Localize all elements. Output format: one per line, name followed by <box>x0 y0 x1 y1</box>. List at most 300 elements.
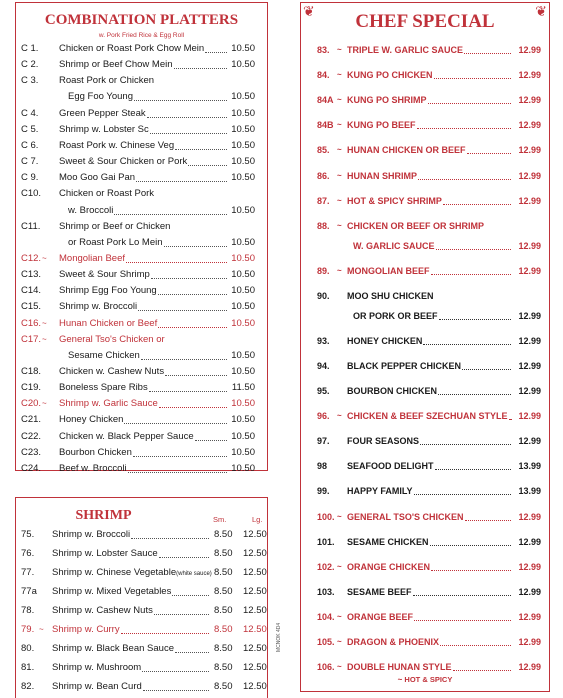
item-name: BLACK PEPPER CHICKEN <box>347 360 462 371</box>
chili-pepper-icon: ~ <box>42 253 47 263</box>
combination-subtitle: w. Pork Fried Rice & Egg Roll <box>98 32 185 39</box>
item-name: ORANGE BEEF <box>347 611 414 622</box>
small-price: 8.50 <box>214 529 233 540</box>
dot-leader <box>414 494 511 495</box>
dot-leader <box>195 440 227 441</box>
dot-leader <box>147 117 227 118</box>
item-name <box>59 57 173 73</box>
menu-row <box>16 251 267 267</box>
item-name-text: Green Pepper Steak <box>59 107 146 119</box>
item-name <box>59 445 132 461</box>
dot-leader <box>158 294 227 295</box>
small-price: 8.50 <box>214 624 233 635</box>
item-name-text: Shrimp w. Broccoli <box>52 529 131 540</box>
item-number: 77a <box>21 586 37 597</box>
dot-leader <box>439 319 511 320</box>
dot-leader <box>423 344 511 345</box>
item-name <box>52 620 120 639</box>
menu-row <box>16 57 267 73</box>
item-number: C22. <box>21 430 42 442</box>
item-number: 88. <box>317 220 330 231</box>
dot-leader <box>175 149 227 150</box>
item-price: 12.99 <box>518 637 541 647</box>
menu-row <box>16 525 267 544</box>
item-number: C11. <box>21 220 41 232</box>
menu-row <box>16 380 267 396</box>
chili-pepper-icon: ~ <box>337 561 342 571</box>
item-name-text: Shrimp w. Lobster Sc <box>59 123 149 135</box>
item-number: 93. <box>317 335 330 346</box>
dot-leader <box>462 369 511 370</box>
dot-leader <box>124 423 227 424</box>
item-number: 84. <box>317 70 330 81</box>
menu-row <box>16 267 267 283</box>
item-name: HUNAN SHRIMP <box>347 170 418 181</box>
menu-row <box>16 203 267 219</box>
menu-row <box>301 533 549 551</box>
item-name-text: Sweet & Sour Shrimp <box>59 269 150 281</box>
chili-pepper-icon: ~ <box>337 120 342 130</box>
item-price: 10.50 <box>231 156 255 168</box>
dot-leader <box>121 633 209 634</box>
menu-row <box>16 677 267 696</box>
item-number: C 6. <box>21 139 39 151</box>
item-price: 11.50 <box>231 382 255 394</box>
shrimp-panel <box>15 497 268 698</box>
menu-row <box>301 457 549 475</box>
item-name: HAPPY FAMILY <box>347 486 413 497</box>
item-price: 10.50 <box>231 172 255 184</box>
item-price: 12.99 <box>518 335 541 346</box>
item-name-text: Roast Pork w. Chinese Veg <box>59 139 175 151</box>
item-name: OR PORK OR BEEF <box>353 310 438 321</box>
item-name <box>52 563 212 584</box>
chili-pepper-icon: ~ <box>337 265 342 275</box>
dot-leader <box>188 165 227 166</box>
small-price: 8.50 <box>214 662 233 673</box>
item-price: 10.50 <box>231 398 255 410</box>
item-name <box>52 544 158 563</box>
item-name-text: Shrimp or Beef Chow Mein <box>59 59 173 71</box>
item-name <box>68 348 140 364</box>
item-name-text: Hunan Chicken or Beef <box>59 317 158 329</box>
dot-leader <box>465 520 512 521</box>
menu-row <box>301 482 549 500</box>
item-number: 94. <box>317 360 330 371</box>
item-name <box>59 412 123 428</box>
item-price: 10.50 <box>231 139 255 151</box>
item-name: SESAME BEEF <box>347 586 412 597</box>
dot-leader <box>158 327 227 328</box>
item-price: 10.50 <box>231 349 255 361</box>
item-number: C10. <box>21 188 42 200</box>
item-name: SEAFOOD DELIGHT <box>347 461 434 472</box>
menu-row <box>301 116 549 134</box>
item-price: 10.50 <box>231 301 255 313</box>
dot-leader <box>154 614 209 615</box>
item-name <box>59 332 165 348</box>
item-number: C13. <box>21 269 42 281</box>
chili-pepper-icon: ~ <box>397 675 403 684</box>
dot-leader <box>428 103 511 104</box>
item-name-text: Shrimp or Beef or Chicken <box>59 220 171 232</box>
menu-row <box>16 348 267 364</box>
menu-row <box>16 299 267 315</box>
menu-row <box>16 186 267 202</box>
item-name: HOT & SPICY SHRIMP <box>347 195 442 206</box>
shrimp-title: SHRIMP <box>75 508 132 523</box>
item-number: 105. <box>317 637 335 647</box>
item-number: 78. <box>21 605 35 616</box>
item-price: 12.99 <box>518 586 541 597</box>
corner-ornament-icon: ❦ <box>303 3 315 19</box>
chili-pepper-icon: ~ <box>42 318 47 328</box>
menu-row <box>16 461 267 477</box>
menu-row <box>301 167 549 185</box>
item-number: C14. <box>21 285 42 297</box>
item-name <box>59 186 154 202</box>
item-name-suffix: or <box>153 333 165 345</box>
menu-row <box>301 91 549 109</box>
dot-leader <box>509 419 511 420</box>
item-name-text: Shrimp w. Cashew Nuts <box>52 605 153 616</box>
item-number: C16. <box>21 317 42 329</box>
item-number: C 7. <box>21 156 39 168</box>
item-price: 12.99 <box>518 240 541 251</box>
item-name <box>52 639 174 658</box>
item-price: 10.50 <box>231 123 255 135</box>
large-price: 12.50 <box>243 662 267 673</box>
menu-row <box>16 235 267 251</box>
item-name-text: Egg Foo Young <box>68 91 133 103</box>
item-name-text: Honey Chicken <box>59 414 124 426</box>
item-price: 10.50 <box>231 414 255 426</box>
item-name-text: or Roast Pork Lo Mein <box>68 236 163 248</box>
small-price: 8.50 <box>214 605 233 616</box>
item-name <box>68 89 133 105</box>
item-name-text: Sesame Chicken <box>68 349 140 361</box>
menu-row <box>301 41 549 59</box>
item-price: 12.99 <box>518 386 541 396</box>
item-name-text: Shrimp w. Curry <box>52 624 120 635</box>
large-price: 12.50 <box>243 643 267 654</box>
item-price: 12.99 <box>518 70 541 81</box>
item-name-text: Shrimp w. Lobster Sauce <box>52 548 158 559</box>
item-price: 12.99 <box>518 95 541 106</box>
item-number: 102. <box>317 561 335 572</box>
dot-leader <box>150 133 227 134</box>
item-name <box>59 299 137 315</box>
menu-row <box>301 307 549 325</box>
chef-special-panel <box>300 2 550 692</box>
item-price: 12.99 <box>518 611 541 622</box>
large-price: 12.50 <box>243 529 267 540</box>
item-name <box>59 106 146 122</box>
item-name: CHICKEN OR BEEF OR SHRIMP <box>347 220 485 231</box>
item-price: 12.99 <box>518 561 541 572</box>
item-price: 12.99 <box>518 511 541 522</box>
item-name: HUNAN CHICKEN OR BEEF <box>347 145 466 156</box>
dot-leader <box>172 595 209 596</box>
menu-row <box>301 633 549 651</box>
item-name <box>59 154 187 170</box>
item-name <box>59 219 170 235</box>
item-name-text: Shrimp w. Black Bean Sauce <box>52 643 174 654</box>
item-name <box>68 203 113 219</box>
item-number: 87. <box>317 195 330 206</box>
item-name-text: Chicken w. Cashew Nuts <box>59 366 165 377</box>
large-price: 12.50 <box>243 605 267 616</box>
item-number: 85. <box>317 145 330 156</box>
item-price: 12.99 <box>518 536 541 547</box>
item-name <box>52 601 153 620</box>
item-number: C 3. <box>21 75 39 87</box>
menu-row <box>301 287 549 305</box>
item-price: 10.50 <box>231 204 255 216</box>
dot-leader <box>430 545 511 546</box>
item-number: C21. <box>21 414 42 426</box>
large-price: 12.50 <box>243 586 267 597</box>
item-price: 12.99 <box>518 360 541 371</box>
item-name: TRIPLE W. GARLIC SAUCE <box>347 45 464 55</box>
combination-title: COMBINATION PLATTERS <box>44 12 239 28</box>
dot-leader <box>443 204 511 205</box>
menu-row <box>301 407 549 425</box>
dot-leader <box>467 153 511 154</box>
dot-leader <box>126 262 227 263</box>
item-name <box>59 429 194 445</box>
item-price: 12.99 <box>518 662 541 673</box>
menu-row <box>16 73 267 89</box>
item-price: 10.50 <box>231 107 255 119</box>
item-name: DRAGON & PHOENIX <box>347 637 440 647</box>
menu-row <box>301 217 549 235</box>
item-name-text: w. Broccoli <box>68 204 114 216</box>
item-note: (white sauce) <box>176 571 212 577</box>
print-code: MCNOK 4D4 <box>276 622 282 652</box>
chili-pepper-icon: ~ <box>42 399 47 409</box>
menu-row <box>16 283 267 299</box>
small-price: 8.50 <box>214 586 233 597</box>
dot-leader <box>138 310 227 311</box>
item-number: 104. <box>317 611 335 622</box>
menu-row <box>301 508 549 526</box>
dot-leader <box>133 456 227 457</box>
item-price: 12.99 <box>518 145 541 156</box>
dot-leader <box>174 68 227 69</box>
item-name <box>52 677 142 696</box>
chili-pepper-icon: ~ <box>337 662 342 672</box>
dot-leader <box>436 249 511 250</box>
large-price: 12.50 <box>243 624 267 635</box>
item-name: ORANGE CHICKEN <box>347 561 431 572</box>
dot-leader <box>440 645 511 646</box>
menu-row <box>16 412 267 428</box>
dot-leader <box>205 52 227 53</box>
large-price: 12.50 <box>243 567 267 578</box>
dot-leader <box>418 179 511 180</box>
small-price: 8.50 <box>214 643 233 654</box>
item-number: 99. <box>317 486 330 497</box>
item-name: KUNG PO CHICKEN <box>347 70 433 81</box>
dot-leader <box>136 181 227 182</box>
item-number: C17. <box>21 333 42 345</box>
item-name <box>59 267 150 283</box>
item-name <box>52 658 141 677</box>
dot-leader <box>151 278 227 279</box>
item-price: 12.99 <box>518 310 541 321</box>
chili-pepper-icon: ~ <box>337 611 342 621</box>
menu-row <box>16 563 267 582</box>
item-number: 86. <box>317 170 330 181</box>
dot-leader <box>417 128 511 129</box>
menu-row <box>16 41 267 57</box>
item-name: SESAME CHICKEN <box>347 536 429 547</box>
item-name <box>59 170 135 186</box>
menu-row <box>16 316 267 332</box>
item-number: 76. <box>21 548 35 559</box>
chili-pepper-icon: ~ <box>337 637 342 646</box>
item-price: 10.50 <box>231 43 255 54</box>
item-price: 13.99 <box>518 461 541 472</box>
menu-row <box>16 429 267 445</box>
item-number: C20. <box>21 398 42 410</box>
item-number: 95. <box>317 386 330 396</box>
menu-row <box>16 582 267 601</box>
item-name <box>59 251 125 267</box>
chili-pepper-icon: ~ <box>337 145 342 155</box>
menu-row <box>16 170 267 186</box>
item-number: 100. <box>317 511 335 522</box>
menu-row <box>301 66 549 84</box>
small-column-header: Sm. <box>213 515 227 524</box>
item-price: 10.50 <box>231 59 255 71</box>
dot-leader <box>165 375 227 376</box>
item-number: 79. <box>21 624 35 635</box>
menu-row <box>16 219 267 235</box>
item-name-text: Shrimp w. Bean Curd <box>52 681 142 692</box>
dot-leader <box>175 652 209 653</box>
dot-leader <box>149 391 227 392</box>
dot-leader <box>431 274 512 275</box>
item-name: MONGOLIAN BEEF <box>347 265 430 276</box>
item-number: 84A <box>317 95 334 106</box>
chili-pepper-icon: ~ <box>39 625 44 634</box>
dot-leader <box>164 246 227 247</box>
menu-row <box>16 396 267 412</box>
menu-row <box>301 262 549 280</box>
chili-pepper-icon: ~ <box>337 70 342 80</box>
chili-pepper-icon: ~ <box>42 334 47 344</box>
item-price: 12.99 <box>518 436 541 447</box>
dot-leader <box>142 671 209 672</box>
item-number: 101. <box>317 536 335 547</box>
menu-row <box>301 357 549 375</box>
large-column-header: Lg. <box>252 515 263 524</box>
item-name <box>59 138 174 154</box>
item-price: 12.99 <box>518 411 541 422</box>
item-number: 103. <box>317 586 335 597</box>
menu-row <box>301 382 549 400</box>
large-price: 12.50 <box>243 681 267 692</box>
item-price: 12.99 <box>518 265 541 276</box>
chili-pepper-icon: ~ <box>337 195 342 205</box>
menu-row <box>301 658 549 676</box>
chili-pepper-icon: ~ <box>337 45 342 54</box>
dot-leader <box>414 620 511 621</box>
menu-row <box>16 639 267 658</box>
item-number: C12. <box>21 252 42 264</box>
item-name-text: Shrimp w. Mixed Vegetables <box>52 586 172 597</box>
item-price: 10.50 <box>231 252 255 264</box>
chef-special-title: CHEF SPECIAL <box>355 11 495 32</box>
dot-leader <box>141 359 227 360</box>
item-name-text: Roast Pork or Chicken <box>59 75 155 87</box>
item-number: 97. <box>317 436 330 447</box>
item-name: GENERAL TSO'S CHICKEN <box>347 511 464 522</box>
item-number: 83. <box>317 45 330 55</box>
dot-leader <box>159 407 227 408</box>
item-name: W. GARLIC SAUCE <box>353 240 435 251</box>
item-name-text: Boneless Spare Ribs <box>59 382 148 394</box>
dot-leader <box>413 595 511 596</box>
item-name: KUNG PO BEEF <box>347 120 416 131</box>
dot-leader <box>464 53 511 54</box>
item-name: BOURBON CHICKEN <box>347 386 437 396</box>
item-number: C19. <box>21 382 42 394</box>
dot-leader <box>420 444 511 445</box>
item-name-text: Chicken or Roast Pork Chow Mein <box>59 43 205 54</box>
item-price: 10.50 <box>231 366 255 377</box>
menu-row <box>301 558 549 576</box>
item-price: 12.99 <box>518 170 541 181</box>
item-name-text: Beef w. Broccoli <box>59 462 127 474</box>
dot-leader <box>453 670 511 671</box>
dot-leader <box>143 690 209 691</box>
chili-pepper-icon: ~ <box>337 411 342 421</box>
dot-leader <box>134 100 227 101</box>
item-name-text: Shrimp Egg Foo Young <box>59 285 157 297</box>
item-number: 90. <box>317 290 330 301</box>
menu-row <box>16 364 267 380</box>
dot-leader <box>434 78 511 79</box>
small-price: 8.50 <box>214 681 233 692</box>
menu-row <box>16 122 267 138</box>
item-name <box>59 380 148 396</box>
menu-row <box>301 432 549 450</box>
item-number: C18. <box>21 366 42 377</box>
menu-row <box>301 141 549 159</box>
item-name-text: Mongolian Beef <box>59 252 126 264</box>
item-number: 89. <box>317 265 330 276</box>
item-name <box>59 364 164 380</box>
item-number: 96. <box>317 411 330 422</box>
item-number: 84B <box>317 120 334 131</box>
spicy-legend <box>301 675 549 684</box>
item-name <box>52 525 130 544</box>
item-price: 10.50 <box>231 91 255 103</box>
spicy-legend-label: HOT & SPICY <box>404 675 453 684</box>
menu-row <box>16 445 267 461</box>
item-number: C 5. <box>21 123 39 135</box>
item-price: 10.50 <box>231 285 255 297</box>
item-name <box>52 582 171 601</box>
item-name-text: Shrimp w. Garlic Sauce <box>59 398 158 410</box>
item-name-text: Chicken w. Black Pepper Sauce <box>59 430 194 442</box>
item-name-text: Chicken or Roast Pork <box>59 188 155 200</box>
item-name: DOUBLE HUNAN STYLE <box>347 662 452 673</box>
menu-row <box>301 332 549 350</box>
